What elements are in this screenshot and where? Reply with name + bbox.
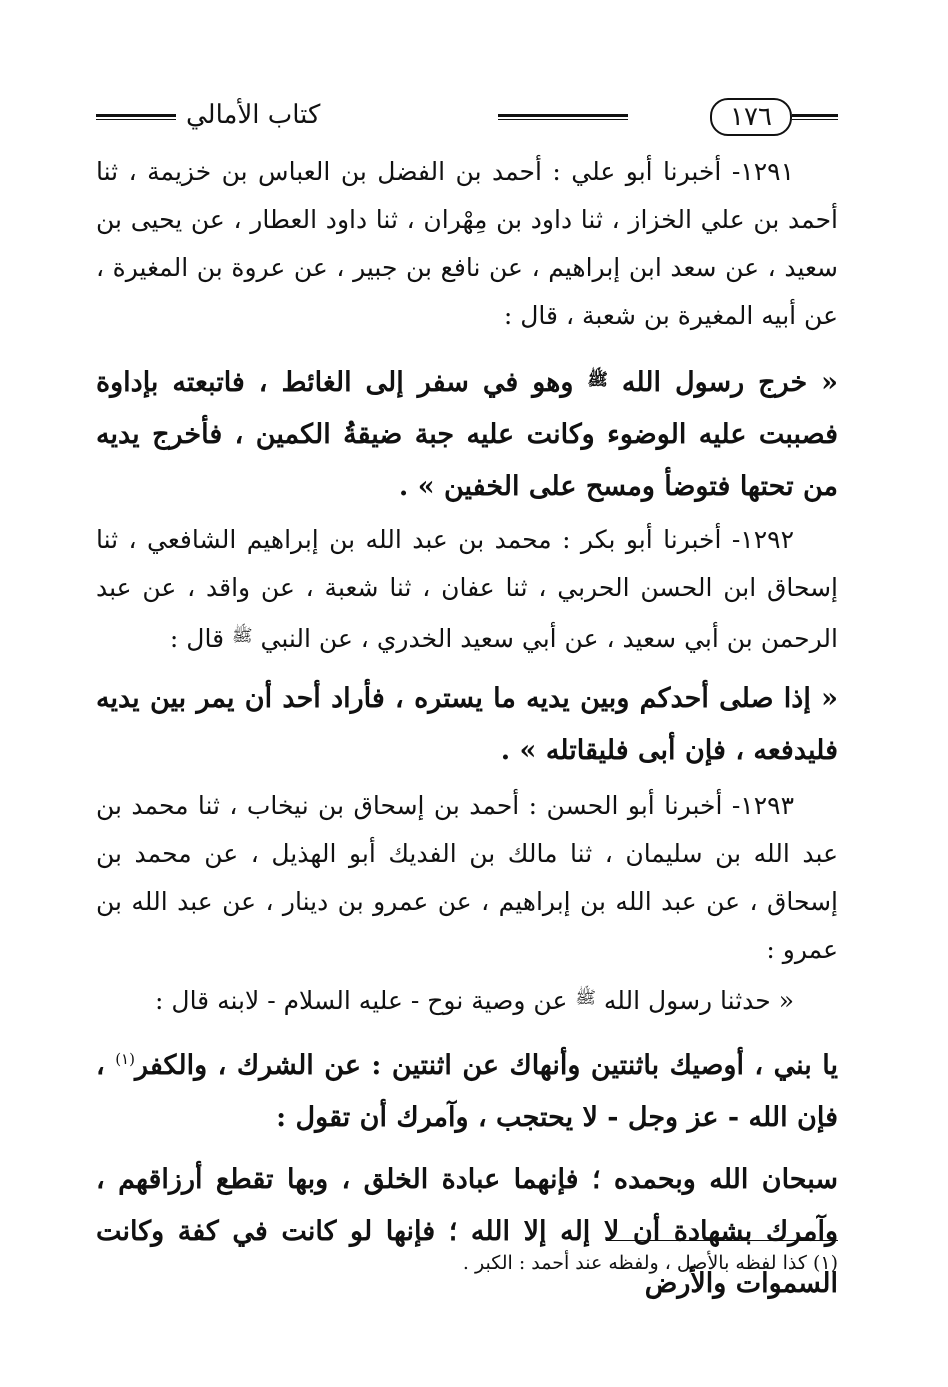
salla-glyph: ﷺ	[575, 988, 596, 1008]
hadith-1293-matn-1	[96, 1033, 838, 1144]
matn-text: « خرج رسول الله	[607, 367, 838, 398]
footnote: (١) كذا لفظه بالأصل ، ولفظه عند أحمد : الكبر .	[462, 1252, 838, 1274]
hadith-1292-matn: « إذا صلى أحدكم وبين يديه ما يستره ، فأراد أحد أن يمر بين يديه فليدفعه ، فإن أبى فليقاتله » .	[96, 683, 838, 766]
hadith-1293	[96, 782, 838, 1310]
footnote-marker: (١)	[115, 1050, 135, 1068]
page-header	[96, 92, 838, 142]
page-number: ١٧٦	[710, 98, 792, 136]
intro-text: « حدثنا رسول الله	[595, 986, 794, 1015]
hadith-1291	[96, 148, 838, 513]
isnad-text: ١٢٩٢- أخبرنا أبو بكر : محمد بن عبد الله بن إبراهيم الشافعي ، ثنا إسحاق ابن الحسن الحربي ، ثنا عفان ، ثنا شعبة ، عن واقد ، عن عبد الرحمن بن أبي سعيد ، عن أبي سعيد الخدري ، عن النبي	[96, 525, 838, 653]
hadith-1293-intro	[96, 974, 838, 1025]
hadith-1293-isnad: ١٢٩٣- أخبرنا أبو الحسن : أحمد بن إسحاق بن نيخاب ، ثنا محمد بن عبد الله بن سليمان ، ثنا مالك بن الفديك أبو الهذيل ، عن محمد بن إسحاق ، عن عبد الله بن إبراهيم ، عن عمرو بن دينار ، عن عبد الله بن عمرو :	[96, 791, 838, 964]
salla-glyph: ﷺ	[587, 370, 608, 390]
header-rule-middle	[498, 114, 628, 120]
book-title: كتاب الأمالي	[186, 100, 321, 130]
isnad-text: قال :	[169, 624, 232, 653]
intro-text: عن وصية نوح - عليه السلام - لابنه قال :	[155, 986, 576, 1015]
header-rule-left	[96, 114, 176, 120]
hadith-1292	[96, 516, 838, 777]
hadith-1292-isnad	[96, 516, 838, 663]
hadith-1291-isnad: ١٢٩١- أخبرنا أبو علي : أحمد بن الفضل بن العباس بن خزيمة ، ثنا أحمد بن علي الخزاز ، ثنا داود بن مِهْران ، ثنا داود العطار ، عن يحيى بن سعيد ، عن سعد ابن إبراهيم ، عن نافع بن جبير ، عن عروة بن المغيرة ، عن أبيه المغيرة بن شعبة ، قال :	[96, 157, 838, 330]
hadith-1291-matn	[96, 354, 838, 513]
hadith-1293-matn-2: سبحان الله وبحمده ؛ فإنهما عبادة الخلق ، وبها تقطع أرزاقهم ، وآمرك بشهادة أن لا إله إلا الله ؛ فإنها لو كانت في كفة وكانت السموات والأرض	[96, 1164, 838, 1299]
matn-text: وهو في سفر إلى الغائط ، فاتبعته بإداوة فصببت عليه الوضوء وكانت عليه جبة ضيقةُ الكمين ، فأخرج يديه من تحتها فتوضأ ومسح على الخفين » .	[96, 367, 838, 502]
footnote-separator	[606, 1240, 838, 1241]
matn-text: يا بني ، أوصيك باثنتين وأنهاك عن اثنتين : عن الشرك ، والكفر	[134, 1050, 838, 1081]
salla-glyph: ﷺ	[231, 626, 253, 646]
header-rule-right	[792, 114, 838, 120]
matn-text: ، فإن الله - عز وجل - لا يحتجب ، وآمرك أن تقول :	[96, 1050, 838, 1133]
